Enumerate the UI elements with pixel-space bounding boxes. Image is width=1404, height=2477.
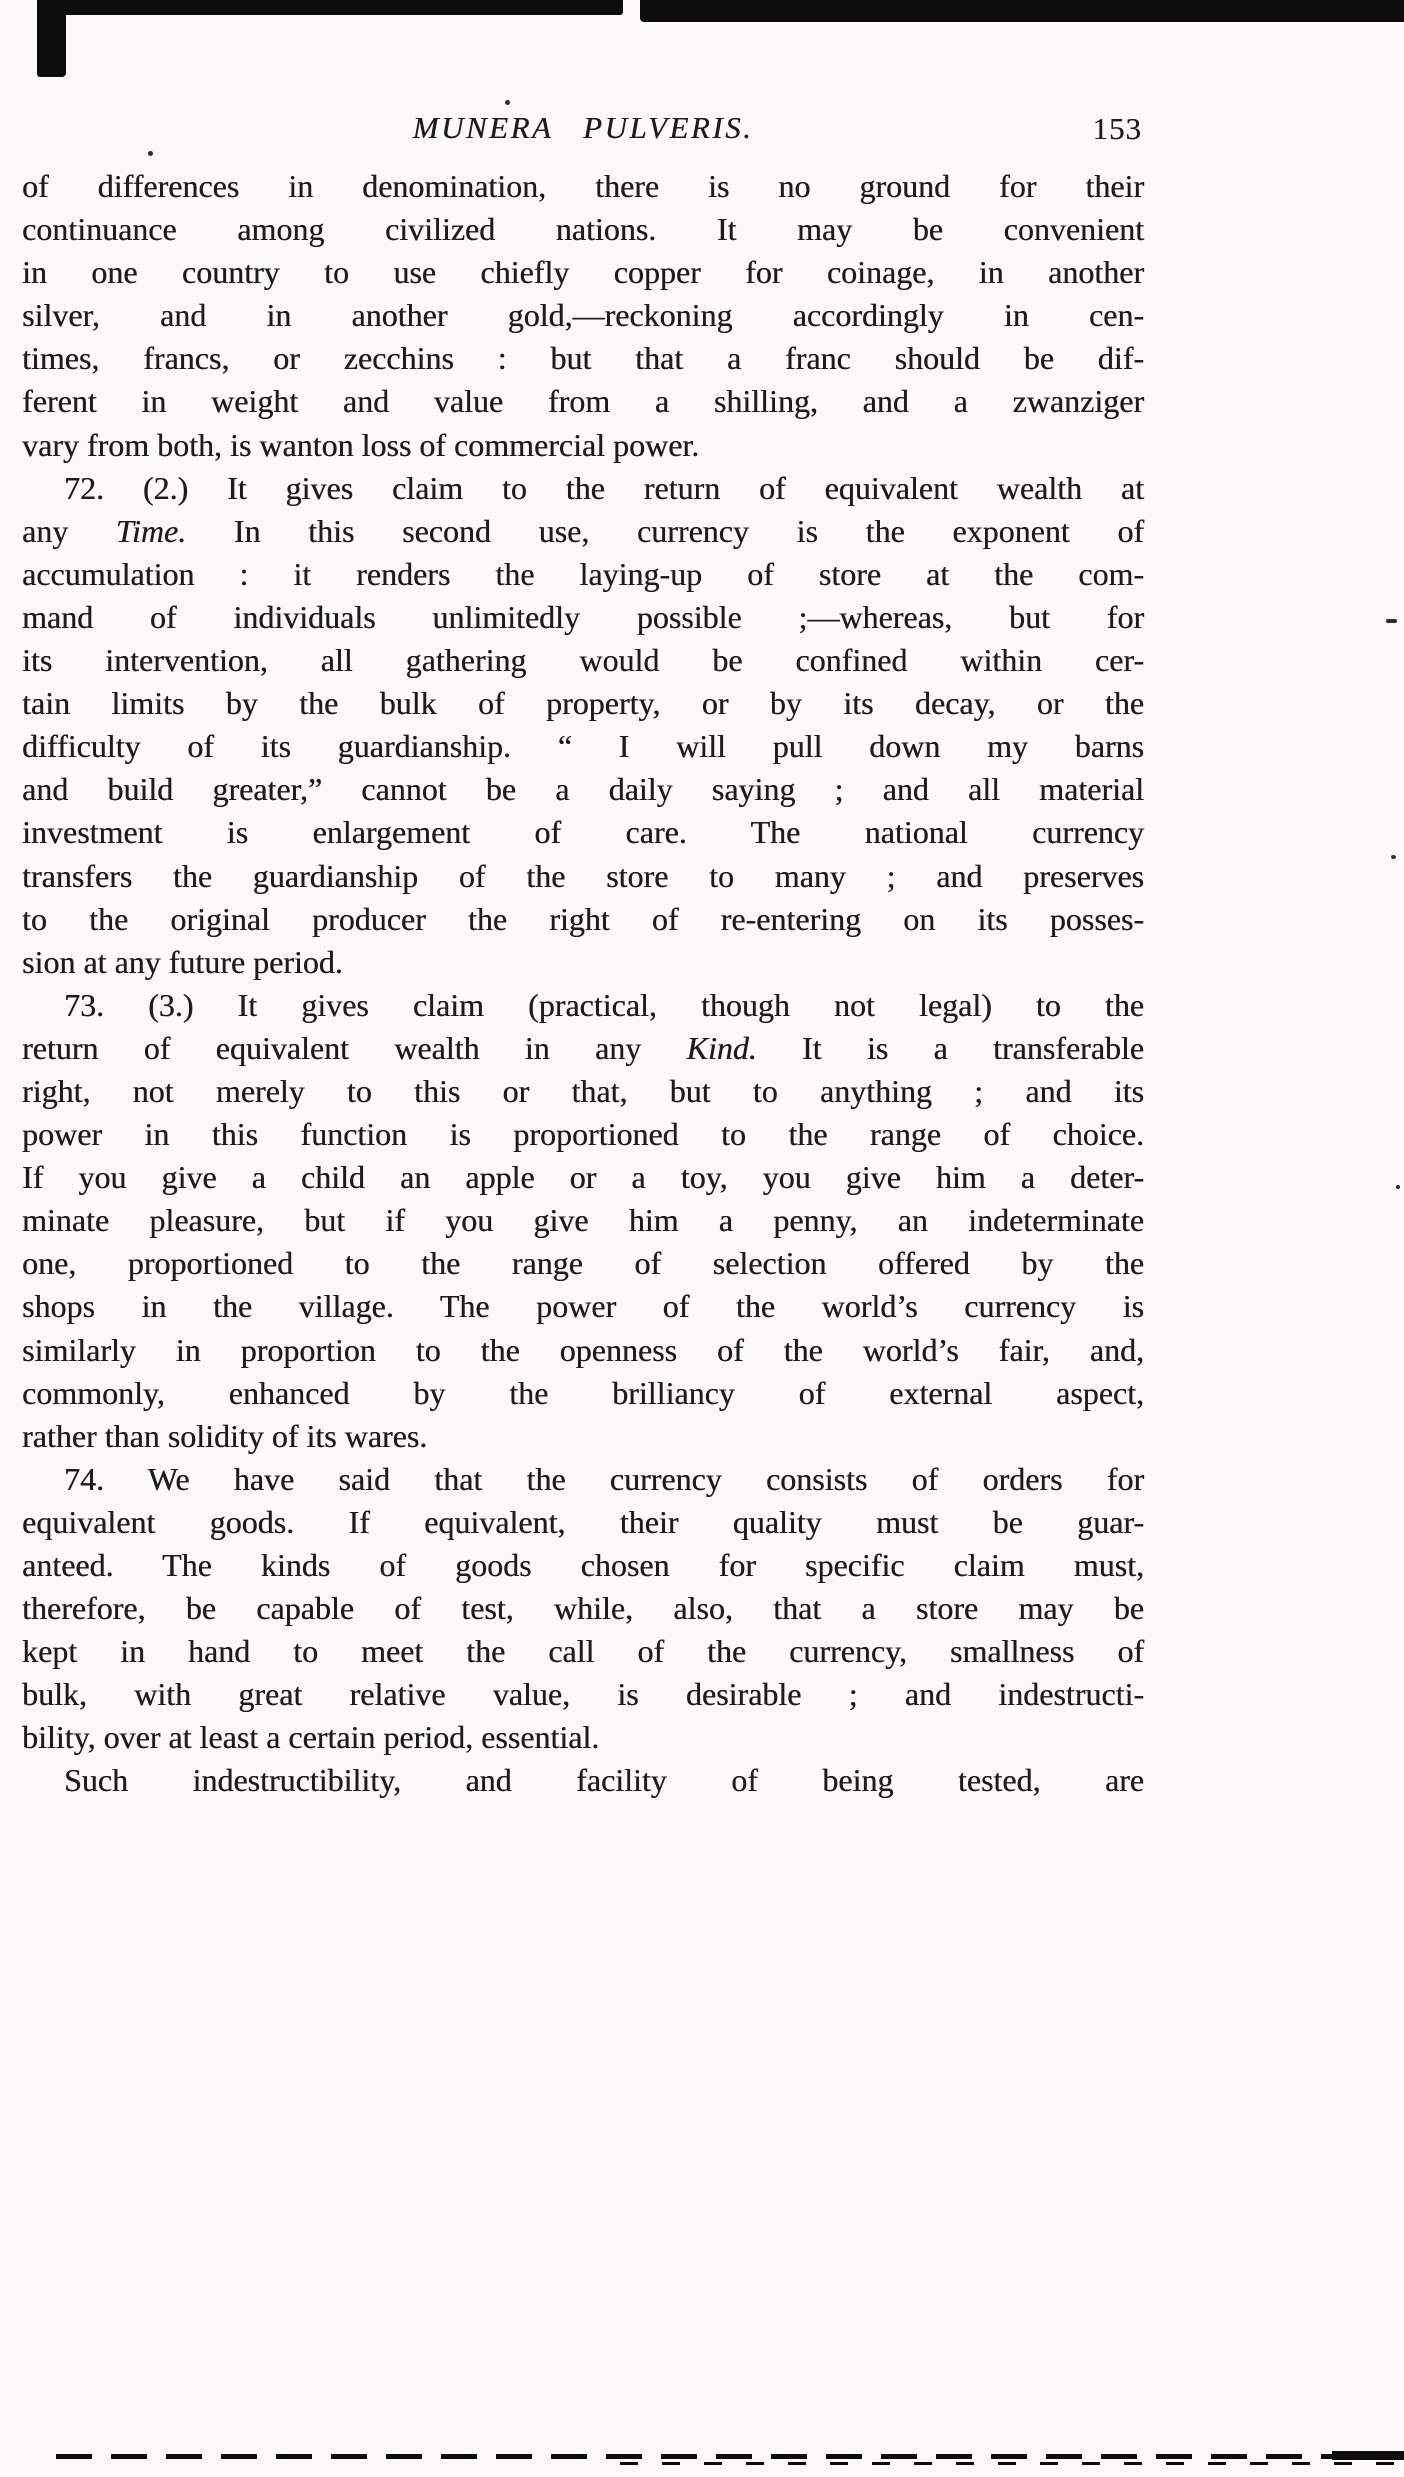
scan-artifact-top-bar-left bbox=[37, 0, 623, 15]
page-number: 153 bbox=[1092, 111, 1142, 146]
text-segment: transfers the guardianship of the store to many ; and preserves bbox=[22, 857, 1144, 894]
scan-artifact-bottom-edge-2 bbox=[620, 2462, 1404, 2465]
text-line bbox=[22, 811, 1144, 854]
text-segment: commonly, enhanced by the brilliancy of external aspect, bbox=[22, 1374, 1144, 1411]
text-segment: vary from both, is wanton loss of commercial power. bbox=[22, 426, 700, 463]
text-line bbox=[22, 424, 1144, 467]
text-line bbox=[22, 1759, 1144, 1802]
text-line bbox=[22, 510, 1144, 553]
scan-speck bbox=[148, 151, 153, 156]
text-segment: and build greater,” cannot be a daily saying ; and all material bbox=[22, 771, 1144, 808]
text-segment: times, francs, or zecchins : but that a franc should be dif- bbox=[22, 340, 1144, 377]
text-segment: power in this function is proportioned to the range of choice. bbox=[22, 1116, 1144, 1153]
text-line bbox=[22, 1630, 1144, 1673]
text-line bbox=[22, 855, 1144, 898]
text-segment: shops in the village. The power of the world’s currency is bbox=[22, 1288, 1144, 1325]
scan-artifact-bottom-corner bbox=[1332, 2451, 1404, 2460]
text-line bbox=[22, 337, 1144, 380]
text-line bbox=[22, 1501, 1144, 1544]
scan-speck bbox=[1386, 619, 1397, 623]
italic-text-segment: Time. bbox=[115, 512, 187, 549]
text-line bbox=[22, 553, 1144, 596]
scan-speck bbox=[1396, 1185, 1400, 1189]
text-line bbox=[22, 294, 1144, 337]
text-segment: therefore, be capable of test, while, also, that a store may be bbox=[22, 1590, 1144, 1627]
text-line bbox=[22, 1285, 1144, 1328]
text-line bbox=[22, 725, 1144, 768]
text-segment: 74. We have said that the currency consists of orders for bbox=[64, 1460, 1144, 1497]
text-segment: continuance among civilized nations. It may be convenient bbox=[22, 211, 1144, 248]
text-line bbox=[22, 1113, 1144, 1156]
text-segment: its intervention, all gathering would be confined within cer- bbox=[22, 642, 1144, 679]
text-line bbox=[22, 1329, 1144, 1372]
text-line bbox=[22, 984, 1144, 1027]
text-line bbox=[22, 1027, 1144, 1070]
text-line bbox=[22, 1587, 1144, 1630]
text-line bbox=[22, 208, 1144, 251]
text-segment: kept in hand to meet the call of the currency, smallness of bbox=[22, 1633, 1144, 1670]
text-line bbox=[22, 1199, 1144, 1242]
text-segment: accumulation : it renders the laying-up of store at the com- bbox=[22, 555, 1144, 592]
text-line bbox=[22, 941, 1144, 984]
text-line bbox=[22, 1458, 1144, 1501]
text-segment: sion at any future period. bbox=[22, 943, 343, 980]
text-line bbox=[22, 1544, 1144, 1587]
text-segment: investment is enlargement of care. The national currency bbox=[22, 814, 1144, 851]
text-segment: mand of individuals unlimitedly possible ;—whereas, but for bbox=[22, 598, 1144, 635]
text-line bbox=[22, 768, 1144, 811]
scan-speck bbox=[505, 100, 510, 105]
page-title: MUNERA PULVERIS. bbox=[412, 110, 754, 145]
text-segment: difficulty of its guardianship. “ I will pull down my barns bbox=[22, 728, 1144, 765]
text-segment: return of equivalent wealth in any bbox=[22, 1029, 687, 1066]
text-segment: in one country to use chiefly copper for coinage, in another bbox=[22, 254, 1144, 291]
text-segment: bility, over at least a certain period, essential. bbox=[22, 1719, 600, 1756]
text-segment: tain limits by the bulk of property, or by its decay, or the bbox=[22, 685, 1144, 722]
text-segment: In this second use, currency is the exponent of bbox=[186, 512, 1145, 549]
scan-artifact-bottom-edge bbox=[56, 2454, 1404, 2459]
text-line bbox=[22, 898, 1144, 941]
text-segment: one, proportioned to the range of selection offered by the bbox=[22, 1245, 1144, 1282]
text-segment: It is a transferable bbox=[756, 1029, 1145, 1066]
text-segment: right, not merely to this or that, but to anything ; and its bbox=[22, 1072, 1144, 1109]
body-text bbox=[22, 165, 1144, 1803]
text-segment: anteed. The kinds of goods chosen for specific claim must, bbox=[22, 1547, 1144, 1583]
text-line bbox=[22, 639, 1144, 682]
text-segment: rather than solidity of its wares. bbox=[22, 1417, 428, 1454]
text-segment: If you give a child an apple or a toy, you give him a deter- bbox=[22, 1159, 1144, 1196]
text-line bbox=[22, 596, 1144, 639]
scan-artifact-top-bar-right bbox=[640, 0, 1404, 22]
text-segment: any bbox=[22, 512, 116, 549]
text-line bbox=[22, 165, 1144, 208]
running-head bbox=[22, 110, 1144, 156]
text-segment: of differences in denomination, there is no ground for their bbox=[22, 168, 1144, 204]
text-line bbox=[22, 1242, 1144, 1285]
text-segment: to the original producer the right of re-entering on its posses- bbox=[22, 900, 1144, 937]
text-segment: similarly in proportion to the openness of the world’s fair, and, bbox=[22, 1331, 1144, 1368]
text-line bbox=[22, 1070, 1144, 1113]
text-segment: silver, and in another gold,—reckoning accordingly in cen- bbox=[22, 297, 1144, 334]
text-line bbox=[22, 1716, 1144, 1759]
text-segment: Such indestructibility, and facility of being tested, are bbox=[64, 1762, 1144, 1799]
text-segment: bulk, with great relative value, is desirable ; and indestructi- bbox=[22, 1676, 1144, 1713]
text-segment: 73. (3.) It gives claim (practical, though not legal) to the bbox=[64, 986, 1144, 1023]
text-segment: equivalent goods. If equivalent, their quality must be guar- bbox=[22, 1503, 1144, 1540]
text-line bbox=[22, 1673, 1144, 1716]
text-segment: minate pleasure, but if you give him a penny, an indeterminate bbox=[22, 1202, 1144, 1239]
text-line bbox=[22, 682, 1144, 725]
text-line bbox=[22, 1415, 1144, 1458]
text-segment: ferent in weight and value from a shilling, and a zwanziger bbox=[22, 383, 1144, 420]
text-segment: 72. (2.) It gives claim to the return of equivalent wealth at bbox=[64, 469, 1144, 506]
text-line bbox=[22, 251, 1144, 294]
text-line bbox=[22, 1372, 1144, 1415]
text-line bbox=[22, 467, 1144, 510]
italic-text-segment: Kind. bbox=[686, 1029, 757, 1066]
text-line bbox=[22, 380, 1144, 423]
scan-speck bbox=[1391, 855, 1396, 859]
text-line bbox=[22, 1156, 1144, 1199]
